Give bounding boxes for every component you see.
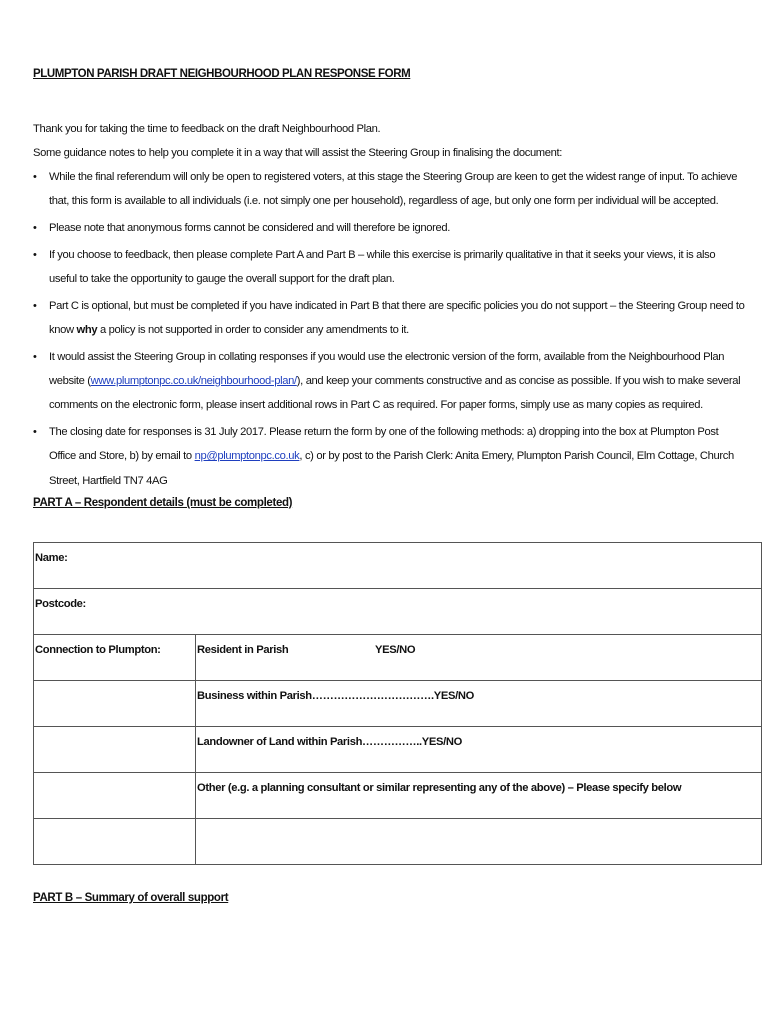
note-anonymous — [33, 216, 745, 240]
intro-guidance: Some guidance notes to help you complete it in a way that will assist the Steering Group in finalising the document: — [33, 147, 563, 159]
connection-cell — [34, 635, 196, 681]
note-closing — [33, 420, 745, 493]
landowner-label: Landowner of Land within Parish……………..YES/NO — [197, 736, 462, 748]
note-text-end: ), and keep your comments constructive and as concise as possible. If you wish to make several comments on the electronic form, please insert additional rows in Part C as required. For paper forms, simply use as many copies as required. — [49, 374, 741, 412]
note-text-start: The closing date for responses is 31 July 2017. Please return the form by one of the following methods: a) dropping into the box at Plumpton Post Office and Store, b) by email to — [49, 425, 719, 463]
note-referendum — [33, 165, 745, 214]
note-text-end: a policy is not supported in order to consider any amendments to it. — [97, 323, 409, 336]
website-link[interactable]: www.plumptonpc.co.uk/neighbourhood-plan/ — [90, 374, 297, 387]
other-specify-field[interactable] — [196, 819, 762, 865]
table-row — [34, 773, 762, 819]
note-text-end: , c) or by post to the Parish Clerk: Anita Emery, Plumpton Parish Council, Elm Cottage, Church Street, Hartfield TN7 4AG — [49, 450, 734, 487]
note-text: Please note that anonymous forms cannot be considered and will therefore be ignored. — [49, 221, 450, 234]
table-row — [34, 681, 762, 727]
note-part-c — [33, 294, 745, 343]
part-b-heading: PART B – Summary of overall support — [33, 892, 229, 904]
guidance-notes — [33, 165, 745, 495]
bullet-icon: • — [33, 248, 37, 261]
bullet-icon: • — [33, 221, 37, 234]
part-a-heading: PART A – Respondent details (must be completed) — [33, 497, 293, 509]
name-field[interactable] — [34, 543, 762, 589]
intro-thanks: Thank you for taking the time to feedback on the draft Neighbourhood Plan. — [33, 123, 381, 135]
bullet-icon: • — [33, 171, 37, 183]
note-electronic — [33, 345, 745, 418]
other-option[interactable] — [196, 773, 762, 819]
bullet-icon: • — [33, 425, 37, 438]
empty-cell — [34, 727, 196, 773]
business-option[interactable] — [196, 681, 762, 727]
postcode-label: Postcode: — [35, 598, 86, 610]
empty-cell — [34, 773, 196, 819]
table-row — [34, 543, 762, 589]
postcode-field[interactable] — [34, 589, 762, 635]
note-emphasis: why — [76, 323, 98, 336]
other-label: Other (e.g. a planning consultant or similar representing any of the above) – Please specify below — [197, 782, 682, 794]
bullet-icon: • — [33, 350, 37, 363]
name-label: Name: — [35, 552, 68, 564]
resident-option[interactable] — [196, 635, 762, 681]
intro — [33, 117, 743, 165]
landowner-option[interactable] — [196, 727, 762, 773]
table-row — [34, 589, 762, 635]
empty-cell — [34, 681, 196, 727]
note-parts-ab — [33, 243, 745, 292]
note-text: If you choose to feedback, then please complete Part A and Part B – while this exercise is primarily qualitative in that it seeks your views, it is also useful to take the opportunity to gauge the overall support for the draft plan. — [49, 248, 716, 285]
table-row — [34, 727, 762, 773]
email-link[interactable]: np@plumptonpc.co.uk — [194, 450, 300, 463]
respondent-details-table — [33, 542, 762, 865]
connection-label: Connection to Plumpton: — [35, 644, 161, 656]
empty-cell — [34, 819, 196, 865]
bullet-icon: • — [33, 299, 37, 312]
table-row — [34, 635, 762, 681]
table-row — [34, 819, 762, 865]
note-text-start: Part C is optional, but must be completed if you have indicated in Part B that there are specific policies you do not support – the Steering Group need to know — [49, 299, 745, 336]
resident-yes-no[interactable]: YES/NO — [375, 644, 416, 656]
resident-label: Resident in Parish — [197, 644, 289, 656]
note-text: While the final referendum will only be open to registered voters, at this stage the Steering Group are keen to get the widest range of input. To achieve that, this form is available to all individuals (i.e. not simply one per household), regardless of age, but only one form per individual will be accepted. — [49, 171, 738, 208]
document-title: PLUMPTON PARISH DRAFT NEIGHBOURHOOD PLAN RESPONSE FORM — [33, 68, 411, 80]
business-label: Business within Parish…………………………….YES/NO — [197, 690, 474, 702]
note-text-start: It would assist the Steering Group in collating responses if you would use the electronic version of the form, available from the Neighbourhood Plan website ( — [49, 350, 725, 387]
